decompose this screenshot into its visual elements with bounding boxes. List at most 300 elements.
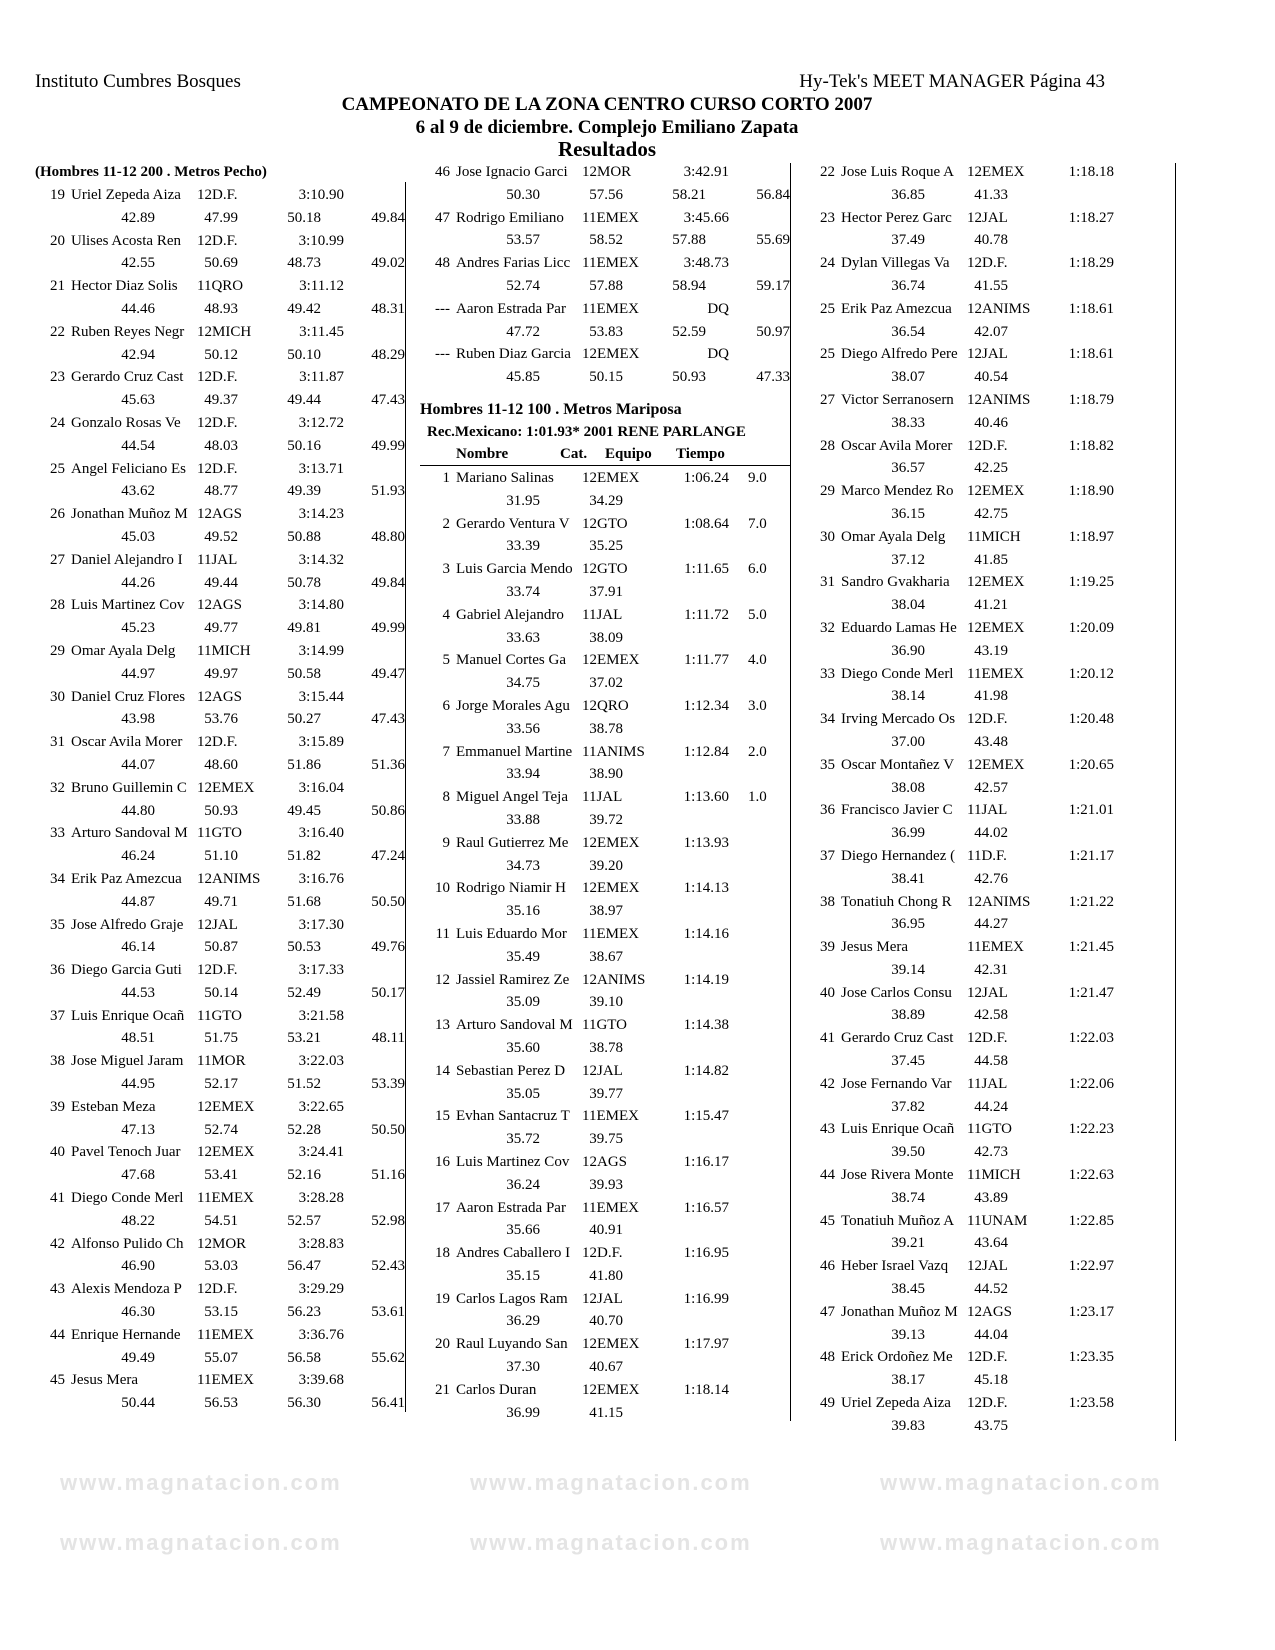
swimmer-name: Carlos Duran — [456, 1381, 537, 1398]
place: 39 — [820, 939, 835, 956]
age-team — [967, 1301, 1012, 1324]
split-time: 50.50 — [371, 1121, 405, 1138]
splits-row — [35, 663, 405, 686]
final-time: 1:18.18 — [1068, 164, 1114, 180]
split-time: 56.53 — [204, 1395, 238, 1412]
result-row — [420, 1060, 790, 1083]
final-time: 1:18.27 — [1068, 209, 1114, 226]
final-time: 1:16.17 — [683, 1153, 729, 1170]
place: 39 — [50, 1098, 65, 1115]
result-row — [805, 480, 1175, 503]
result-row — [35, 458, 405, 481]
team: AGS — [212, 688, 243, 705]
splits-row — [35, 526, 405, 549]
splits-row — [805, 457, 1175, 480]
age-team — [582, 1288, 623, 1311]
splits-row — [35, 1119, 405, 1142]
final-time: 1:18.61 — [1068, 346, 1114, 363]
result-row — [805, 343, 1175, 366]
split-time: 39.13 — [891, 1326, 925, 1343]
age: 11 — [967, 665, 982, 682]
place: 35 — [50, 916, 65, 933]
place: 30 — [50, 688, 65, 705]
team: AGS — [982, 1303, 1013, 1320]
split-time: 50.69 — [204, 255, 238, 272]
splits-row — [805, 640, 1175, 663]
split-time: 49.42 — [287, 300, 321, 317]
split-time: 49.49 — [121, 1349, 155, 1366]
age: 12 — [197, 779, 212, 796]
swimmer-name: Rodrigo Emiliano — [456, 209, 564, 226]
place: 28 — [50, 597, 65, 614]
split-time: 50.44 — [121, 1395, 155, 1412]
age: 11 — [197, 1053, 212, 1070]
team: EMEX — [596, 925, 639, 942]
split-time: 52.49 — [287, 984, 321, 1001]
swimmer-name: Hector Perez Garc — [841, 209, 952, 226]
final-time: 3:45.66 — [683, 209, 729, 226]
age: 12 — [967, 164, 982, 180]
swimmer-name: Aaron Estrada Par — [456, 1199, 566, 1216]
age-team — [582, 1197, 639, 1220]
final-time: 1:18.29 — [1068, 255, 1114, 272]
splits-row — [420, 366, 790, 389]
team: D.F. — [212, 232, 238, 249]
final-time: 3:24.41 — [298, 1144, 344, 1161]
split-time: 49.84 — [371, 574, 405, 591]
age-team — [967, 298, 1030, 321]
split-time: 36.54 — [891, 323, 925, 340]
result-row — [35, 777, 405, 800]
place: 20 — [50, 232, 65, 249]
team: D.F. — [212, 187, 238, 203]
swimmer-name: Bruno Guillemin C — [71, 779, 187, 796]
swimmer-name: Gerardo Cruz Cast — [71, 369, 184, 386]
age: 12 — [582, 515, 597, 532]
split-time: 36.74 — [891, 277, 925, 294]
splits-row — [35, 1073, 405, 1096]
split-time: 44.80 — [121, 802, 155, 819]
team: D.F. — [212, 369, 238, 386]
result-row — [420, 343, 790, 366]
split-time: 57.88 — [672, 232, 706, 249]
swimmer-name: Jonathan Muñoz M — [841, 1303, 958, 1320]
age: 12 — [967, 1030, 982, 1047]
splits-row — [805, 549, 1175, 572]
age-team — [967, 708, 1007, 731]
swimmer-name: Omar Ayala Delg — [841, 528, 946, 545]
age: 11 — [967, 802, 982, 819]
final-time: 1:14.38 — [683, 1017, 729, 1034]
swimmer-name: Gabriel Alejandro — [456, 606, 564, 623]
swimmer-name: Hector Diaz Solis — [71, 278, 178, 295]
split-time: 50.18 — [287, 209, 321, 226]
team: EMEX — [597, 1381, 640, 1398]
team: GTO — [211, 1007, 243, 1024]
split-time: 50.58 — [287, 665, 321, 682]
splits-row — [805, 1004, 1175, 1027]
final-time: 1:23.17 — [1068, 1303, 1114, 1320]
final-time: 1:14.16 — [683, 925, 729, 942]
age: 11 — [197, 278, 212, 295]
splits-row — [805, 777, 1175, 800]
split-time: 49.39 — [287, 483, 321, 500]
final-time: 3:17.30 — [298, 916, 344, 933]
age-team — [197, 230, 237, 253]
age-team — [582, 298, 639, 321]
team: UNAM — [981, 1212, 1028, 1229]
split-time: 49.97 — [204, 665, 238, 682]
age: 11 — [967, 1075, 982, 1092]
age-team — [582, 1379, 640, 1402]
age-team — [967, 936, 1024, 959]
final-time: 1:11.65 — [684, 561, 729, 578]
age: 12 — [197, 1235, 212, 1252]
swimmer-name: Diego Alfredo Pere — [841, 346, 958, 363]
age: 12 — [967, 437, 982, 454]
result-row — [420, 832, 790, 855]
split-time: 44.26 — [121, 574, 155, 591]
split-time: 36.90 — [891, 642, 925, 659]
final-time: 1:14.19 — [683, 971, 729, 988]
place: 21 — [50, 278, 65, 295]
split-time: 50.88 — [287, 528, 321, 545]
final-time: 1:20.12 — [1068, 665, 1114, 682]
split-time: 45.18 — [974, 1372, 1008, 1389]
age-team — [582, 877, 640, 900]
splits-row — [805, 184, 1175, 207]
split-time: 39.50 — [891, 1144, 925, 1161]
split-time: 39.83 — [891, 1417, 925, 1434]
final-time: 1:11.77 — [684, 652, 729, 669]
split-time: 47.24 — [371, 848, 405, 865]
split-time: 58.52 — [589, 232, 623, 249]
split-time: 52.98 — [371, 1212, 405, 1229]
splits-row — [420, 672, 790, 695]
split-time: 33.74 — [506, 583, 540, 600]
swimmer-name: Luis Eduardo Mor — [456, 925, 567, 942]
split-time: 52.43 — [371, 1258, 405, 1275]
age: 11 — [197, 825, 212, 842]
age-team — [582, 1060, 623, 1083]
splits-row — [35, 1301, 405, 1324]
result-row — [35, 321, 405, 344]
age: 12 — [197, 1098, 212, 1115]
age-team — [967, 1346, 1007, 1369]
splits-row — [35, 891, 405, 914]
age: 12 — [582, 164, 597, 180]
split-time: 43.19 — [974, 642, 1008, 659]
age-team — [197, 594, 242, 617]
result-row — [805, 891, 1175, 914]
event-title: Hombres 11-12 100 . Metros Mariposa — [420, 401, 682, 418]
place: 15 — [435, 1108, 450, 1125]
split-time: 43.64 — [974, 1235, 1008, 1252]
age-team — [967, 1210, 1027, 1233]
team: ANIMS — [596, 743, 645, 760]
age: 12 — [582, 470, 597, 486]
result-row — [420, 923, 790, 946]
split-time: 45.85 — [506, 369, 540, 386]
split-time: 48.31 — [371, 300, 405, 317]
split-time: 46.30 — [121, 1304, 155, 1321]
place: 19 — [50, 187, 65, 203]
place: 26 — [50, 506, 65, 523]
age: 12 — [967, 346, 982, 363]
split-time: 37.30 — [506, 1359, 540, 1376]
final-time: 1:22.97 — [1068, 1258, 1114, 1275]
split-time: 38.04 — [891, 597, 925, 614]
swimmer-name: Tonatiuh Chong R — [841, 893, 952, 910]
age: 12 — [967, 756, 982, 773]
split-time: 44.52 — [974, 1281, 1008, 1298]
age: 12 — [967, 574, 982, 591]
age-team — [582, 252, 639, 275]
splits-row — [805, 321, 1175, 344]
split-time: 37.49 — [891, 232, 925, 249]
splits-row — [805, 685, 1175, 708]
result-row — [420, 1288, 790, 1311]
place: 34 — [50, 870, 65, 887]
split-time: 39.77 — [589, 1085, 623, 1102]
final-time: 1:22.06 — [1068, 1075, 1114, 1092]
splits-row — [420, 229, 790, 252]
place: 30 — [820, 528, 835, 545]
place: 17 — [435, 1199, 450, 1216]
final-time: 1:17.97 — [683, 1336, 729, 1353]
split-time: 38.08 — [891, 779, 925, 796]
split-time: 44.58 — [974, 1053, 1008, 1070]
final-time: 3:48.73 — [683, 255, 729, 272]
team: GTO — [596, 1017, 628, 1034]
team: EMEX — [596, 255, 639, 272]
swimmer-name: Jorge Morales Agu — [456, 697, 570, 714]
splits-row — [420, 1356, 790, 1379]
split-time: 56.23 — [287, 1304, 321, 1321]
result-row — [805, 435, 1175, 458]
place: 45 — [50, 1372, 65, 1389]
result-row — [805, 663, 1175, 686]
age-team — [197, 412, 237, 435]
age: 12 — [582, 1153, 597, 1170]
age-team — [197, 959, 237, 982]
split-time: 49.47 — [371, 665, 405, 682]
split-time: 38.78 — [589, 1039, 623, 1056]
place: 47 — [820, 1303, 835, 1320]
split-time: 43.89 — [974, 1189, 1008, 1206]
team: JAL — [982, 1258, 1008, 1275]
splits-row — [35, 708, 405, 731]
swimmer-name: Miguel Angel Teja — [456, 789, 568, 806]
age: 12 — [197, 870, 212, 887]
splits-row — [805, 1232, 1175, 1255]
split-time: 57.56 — [589, 186, 623, 203]
team: EMEX — [212, 1144, 255, 1161]
team: EMEX — [597, 470, 640, 486]
split-time: 41.98 — [974, 688, 1008, 705]
age: 11 — [967, 1121, 982, 1138]
age: 12 — [582, 1290, 597, 1307]
final-time: 1:11.72 — [684, 606, 729, 623]
swimmer-name: Arturo Sandoval M — [71, 825, 188, 842]
points: 6.0 — [748, 561, 767, 578]
split-time: 52.57 — [287, 1212, 321, 1229]
split-time: 40.70 — [589, 1313, 623, 1330]
splits-row — [420, 1174, 790, 1197]
final-time: 1:14.13 — [683, 880, 729, 897]
final-time: 3:28.83 — [298, 1235, 344, 1252]
split-time: 49.44 — [204, 574, 238, 591]
age-team — [967, 1164, 1021, 1187]
splits-row — [805, 412, 1175, 435]
software-page-label: Hy-Tek's MEET MANAGER Página 43 — [799, 71, 1105, 92]
split-time: 50.86 — [371, 802, 405, 819]
split-time: 42.76 — [974, 870, 1008, 887]
team: MOR — [211, 1053, 246, 1070]
splits-row — [805, 1187, 1175, 1210]
age-team — [197, 868, 260, 891]
split-time: 34.29 — [589, 492, 623, 509]
place: --- — [435, 346, 450, 363]
split-time: 51.16 — [371, 1167, 405, 1184]
split-time: 57.88 — [589, 277, 623, 294]
swimmer-name: Emmanuel Martine — [456, 743, 573, 760]
split-time: 48.11 — [371, 1030, 405, 1047]
age-team — [197, 503, 242, 526]
result-row — [35, 1096, 405, 1119]
age-team — [197, 1005, 242, 1028]
place: 10 — [435, 880, 450, 897]
splits-row — [805, 229, 1175, 252]
place: 35 — [820, 756, 835, 773]
splits-row — [35, 207, 405, 230]
team: D.F. — [981, 847, 1007, 864]
result-row — [420, 558, 790, 581]
result-row — [805, 708, 1175, 731]
result-row — [420, 969, 790, 992]
split-time: 44.53 — [121, 984, 155, 1001]
age: 11 — [197, 551, 212, 568]
result-row — [805, 982, 1175, 1005]
result-row — [805, 207, 1175, 230]
age: 12 — [197, 187, 212, 203]
split-time: 33.39 — [506, 538, 540, 555]
split-time: 54.51 — [204, 1212, 238, 1229]
age: 12 — [967, 1258, 982, 1275]
result-row — [35, 959, 405, 982]
age-team — [967, 1027, 1007, 1050]
split-time: 49.71 — [204, 893, 238, 910]
final-time: 3:10.99 — [298, 232, 344, 249]
splits-row — [420, 900, 790, 923]
splits-row — [420, 535, 790, 558]
team: D.F. — [212, 962, 238, 979]
points: 7.0 — [748, 515, 767, 532]
split-time: 38.89 — [891, 1007, 925, 1024]
place: 33 — [820, 665, 835, 682]
team: GTO — [597, 515, 628, 532]
split-time: 42.73 — [974, 1144, 1008, 1161]
age: 11 — [582, 925, 597, 942]
result-row — [805, 617, 1175, 640]
swimmer-name: Heber Israel Vazq — [841, 1258, 949, 1275]
swimmer-name: Raul Gutierrez Me — [456, 834, 569, 851]
splits-row — [420, 321, 790, 344]
result-row — [420, 786, 790, 809]
age: 11 — [197, 1372, 212, 1389]
age: 12 — [582, 1336, 597, 1353]
final-time: 1:23.35 — [1068, 1349, 1114, 1366]
split-time: 56.84 — [756, 186, 790, 203]
split-time: 42.89 — [121, 209, 155, 226]
place: 48 — [820, 1349, 835, 1366]
place: 40 — [820, 984, 835, 1001]
place: 46 — [820, 1258, 835, 1275]
swimmer-name: Erick Ordoñez Me — [841, 1349, 953, 1366]
split-time: 44.07 — [121, 756, 155, 773]
place: 29 — [50, 642, 65, 659]
team: MICH — [211, 642, 251, 659]
splits-row — [420, 946, 790, 969]
splits-row — [805, 1278, 1175, 1301]
split-time: 41.80 — [589, 1267, 623, 1284]
split-time: 51.93 — [371, 483, 405, 500]
result-row — [420, 207, 790, 230]
split-time: 53.61 — [371, 1304, 405, 1321]
split-time: 47.33 — [756, 369, 790, 386]
age: 12 — [582, 834, 597, 851]
age: 12 — [967, 483, 982, 500]
split-time: 56.47 — [287, 1258, 321, 1275]
result-row — [35, 1369, 405, 1392]
place: 48 — [435, 255, 450, 272]
place: 13 — [435, 1017, 450, 1034]
split-time: 47.43 — [371, 392, 405, 409]
age-team — [582, 1014, 627, 1037]
age: 12 — [197, 460, 212, 477]
split-time: 46.90 — [121, 1258, 155, 1275]
split-time: 48.22 — [121, 1212, 155, 1229]
split-time: 42.25 — [974, 460, 1008, 477]
place: 23 — [820, 209, 835, 226]
place: 7 — [442, 743, 450, 760]
split-time: 46.14 — [121, 939, 155, 956]
split-time: 48.77 — [204, 483, 238, 500]
place: --- — [435, 300, 450, 317]
final-time: 3:16.04 — [298, 779, 344, 796]
swimmer-name: Enrique Hernande — [71, 1326, 181, 1343]
split-time: 39.14 — [891, 961, 925, 978]
place: 11 — [435, 925, 450, 942]
split-time: 42.55 — [121, 255, 155, 272]
split-time: 37.02 — [589, 675, 623, 692]
split-time: 49.77 — [204, 620, 238, 637]
final-time: 3:12.72 — [298, 414, 344, 431]
age: 11 — [582, 743, 597, 760]
age: 12 — [197, 962, 212, 979]
team: EMEX — [597, 652, 640, 669]
splits-row — [35, 252, 405, 275]
result-row — [35, 184, 405, 207]
team: D.F. — [597, 1245, 623, 1262]
result-row — [35, 1324, 405, 1347]
split-time: 58.21 — [672, 186, 706, 203]
place: 31 — [50, 734, 65, 751]
splits-row — [35, 389, 405, 412]
final-time: 1:18.61 — [1068, 300, 1114, 317]
split-time: 40.67 — [589, 1359, 623, 1376]
split-time: 45.03 — [121, 528, 155, 545]
